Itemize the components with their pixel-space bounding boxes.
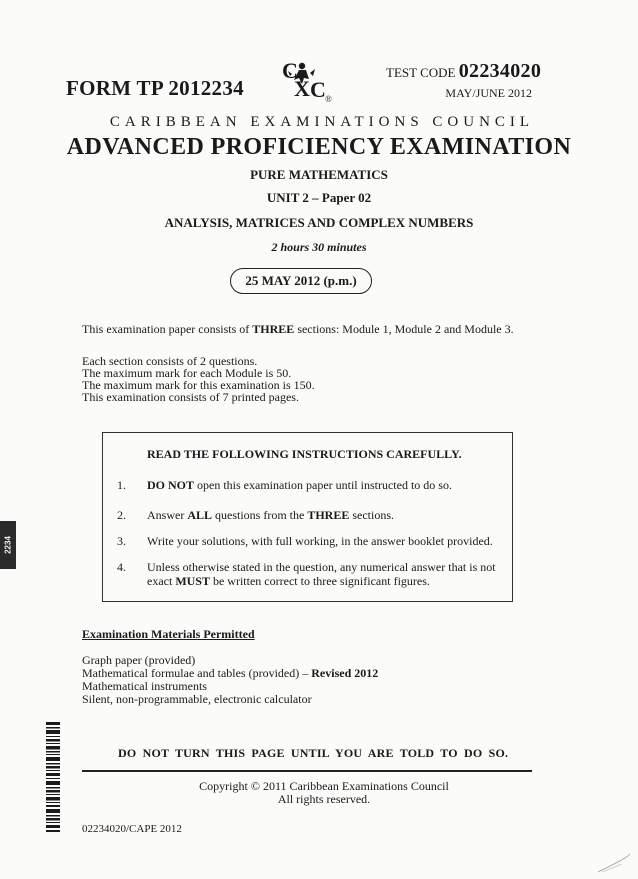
material-item-text: Mathematical formulae and tables (provided) – <box>82 666 312 680</box>
instruction-number: 3. <box>117 534 126 548</box>
instruction-body: sections. <box>349 508 395 522</box>
logo-letter-c2: C <box>310 77 326 102</box>
instruction-body: open this examination paper until instructed to do so. <box>194 478 452 492</box>
instruction-text <box>147 560 503 588</box>
subject-title: PURE MATHEMATICS <box>250 167 388 182</box>
instruction-number: 4. <box>117 560 126 574</box>
instruction-text <box>147 478 503 492</box>
exam-info-list <box>82 355 315 403</box>
copyright-line: Copyright © 2011 Caribbean Examinations Council <box>199 779 449 793</box>
footer-code: 02234020/CAPE 2012 <box>82 823 182 835</box>
instruction-bold: ALL <box>187 508 213 522</box>
instruction-number: 2. <box>117 508 126 522</box>
info-line: This examination consists of 7 printed pages. <box>82 390 299 404</box>
side-tab-label: 2234 <box>3 536 13 554</box>
materials-heading: Examination Materials Permitted <box>82 627 255 641</box>
instruction-bold: MUST <box>175 574 210 588</box>
info-line: Each section consists of 2 questions. <box>82 354 258 368</box>
instruction-body: Answer <box>147 508 188 522</box>
council-name: CARIBBEAN EXAMINATIONS COUNCIL <box>109 114 535 130</box>
exam-title: ADVANCED PROFICIENCY EXAMINATION <box>66 134 572 160</box>
instruction-body: Unless otherwise stated in the question, any numerical answer that is not exact <box>147 560 496 588</box>
logo-letter-x: X <box>294 76 310 101</box>
divider <box>82 770 532 772</box>
registered-mark: ® <box>325 94 332 104</box>
exam-session: MAY/JUNE 2012 <box>445 86 532 100</box>
material-item: Silent, non-programmable, electronic calculator <box>82 692 312 706</box>
exam-duration: 2 hours 30 minutes <box>271 240 367 254</box>
topic-title: ANALYSIS, MATRICES AND COMPLEX NUMBERS <box>164 215 474 230</box>
instruction-text: Write your solutions, with full working, in the answer booklet provided. <box>147 534 493 548</box>
info-line: The maximum mark for this examination is 150. <box>82 378 315 392</box>
form-number: FORM TP 2012234 <box>66 76 244 100</box>
info-line: The maximum mark for each Module is 50. <box>82 366 292 380</box>
material-revised-note: Revised 2012 <box>311 666 379 680</box>
instructions-box <box>102 432 513 602</box>
intro-text-bold: THREE <box>252 322 295 336</box>
cxc-logo <box>266 52 336 104</box>
test-code-number: 02234020 <box>458 60 542 82</box>
materials-list <box>82 654 378 706</box>
instruction-bold: DO NOT <box>147 478 195 492</box>
instruction-bold: THREE <box>307 508 350 522</box>
logo-letter-c1: C <box>282 58 298 83</box>
instruction-number: 1. <box>117 478 126 492</box>
material-item: Graph paper (provided) <box>82 653 196 667</box>
instruction-text <box>147 508 503 522</box>
do-not-turn-warning: DO NOT TURN THIS PAGE UNTIL YOU ARE TOLD TO DO SO. <box>118 746 509 760</box>
instruction-body: be written correct to three significant figures. <box>209 574 430 588</box>
pen-mark-icon <box>596 852 632 874</box>
rights-line: All rights reserved. <box>277 792 371 806</box>
side-tab <box>0 521 16 569</box>
exam-date-badge: 25 MAY 2012 (p.m.) <box>230 268 372 294</box>
instructions-title: READ THE FOLLOWING INSTRUCTIONS CAREFULLY. <box>147 447 462 461</box>
test-code-label: TEST CODE <box>386 65 456 80</box>
intro-text-post: sections: Module 1, Module 2 and Module 3. <box>294 322 514 336</box>
test-code <box>386 60 541 83</box>
intro-text-pre: This examination paper consists of <box>82 322 253 336</box>
copyright-notice <box>0 780 638 806</box>
instruction-body: questions from the <box>212 508 308 522</box>
barcode-icon <box>46 722 60 832</box>
unit-title: UNIT 2 – Paper 02 <box>266 190 372 205</box>
material-item: Mathematical instruments <box>82 679 207 693</box>
intro-paragraph <box>82 322 514 337</box>
